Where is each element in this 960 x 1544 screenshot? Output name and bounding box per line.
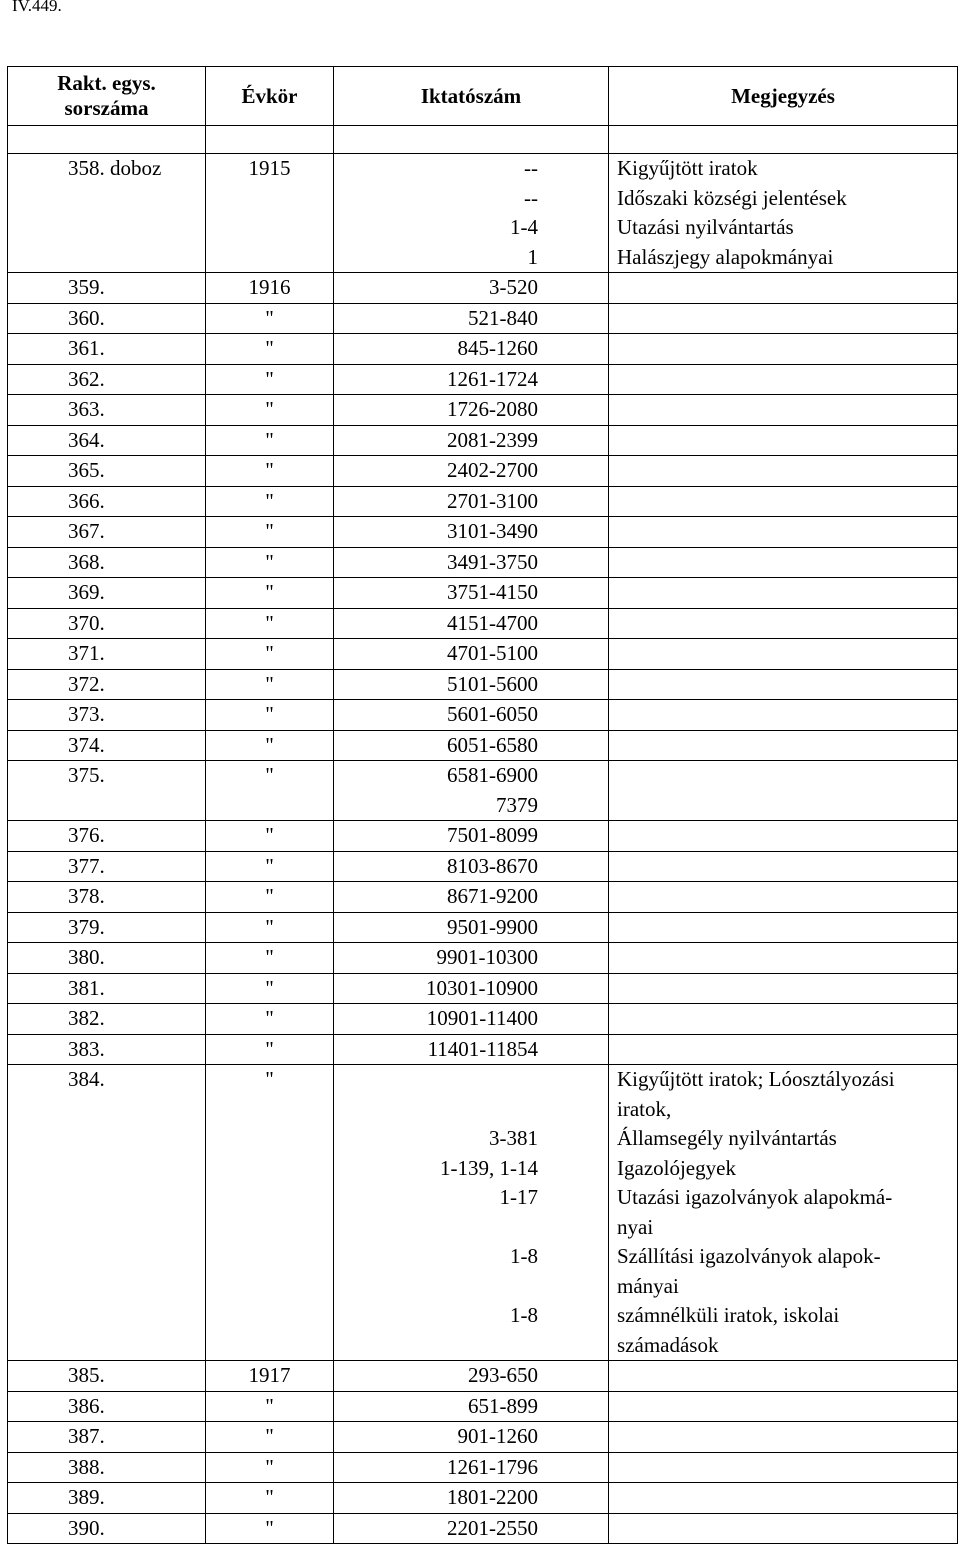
year-cell: " xyxy=(206,1422,334,1453)
table-row xyxy=(8,882,958,913)
unit-cell: 376. xyxy=(8,821,206,852)
table-row xyxy=(8,1422,958,1453)
unit-cell: 377. xyxy=(8,851,206,882)
remark-cell xyxy=(609,730,958,761)
remark-line: Szállítási igazolványok alapok- xyxy=(617,1244,881,1268)
unit-cell: 360. xyxy=(8,303,206,334)
inventory-table xyxy=(7,66,958,1544)
registry-blank-line xyxy=(334,1065,538,1095)
table-row xyxy=(8,395,958,426)
year-cell: " xyxy=(206,851,334,882)
registry-cell: 4701-5100 xyxy=(334,639,609,670)
header-unit-line-1: Rakt. egys. xyxy=(57,71,156,95)
registry-cell xyxy=(334,154,609,273)
unit-cell: 367. xyxy=(8,517,206,548)
remark-line: iratok, xyxy=(617,1096,672,1121)
remark-cell xyxy=(609,1065,958,1361)
unit-cell: 379. xyxy=(8,912,206,943)
registry-line: 1-17 xyxy=(499,1185,538,1209)
remark-cell xyxy=(609,273,958,304)
table-row xyxy=(8,1034,958,1065)
year-cell: 1916 xyxy=(206,273,334,304)
registry-cell: 3101-3490 xyxy=(334,517,609,548)
registry-cell: 8103-8670 xyxy=(334,851,609,882)
year-cell: " xyxy=(206,395,334,426)
remark-line: Utazási igazolványok alapokmá- xyxy=(617,1185,893,1209)
year-cell: " xyxy=(206,425,334,456)
table-row xyxy=(8,578,958,609)
table-row xyxy=(8,1004,958,1035)
registry-cell: 5101-5600 xyxy=(334,669,609,700)
table-row xyxy=(8,912,958,943)
remark-line: Időszaki községi jelentések xyxy=(617,185,847,210)
year-cell: " xyxy=(206,334,334,365)
remark-cell xyxy=(609,303,958,334)
spacer-cell xyxy=(334,126,609,154)
table-row-375 xyxy=(8,761,958,821)
year-cell: " xyxy=(206,821,334,852)
year-cell: " xyxy=(206,517,334,548)
unit-cell: 363. xyxy=(8,395,206,426)
unit-cell: 373. xyxy=(8,700,206,731)
registry-line: 1-139, 1-14 xyxy=(440,1155,538,1180)
unit-cell: 375. xyxy=(8,761,206,821)
registry-line: -- xyxy=(524,185,538,210)
table-row xyxy=(8,700,958,731)
table-row xyxy=(8,669,958,700)
registry-line: 1-8 xyxy=(510,1303,538,1327)
remark-cell xyxy=(609,425,958,456)
year-cell: " xyxy=(206,1034,334,1065)
table-row xyxy=(8,608,958,639)
registry-cell: 7501-8099 xyxy=(334,821,609,852)
unit-cell: 388. xyxy=(8,1452,206,1483)
remark-cell xyxy=(609,912,958,943)
registry-cell: 6051-6580 xyxy=(334,730,609,761)
registry-cell: 1261-1724 xyxy=(334,364,609,395)
registry-blank-line xyxy=(334,1272,538,1302)
remark-cell xyxy=(609,1004,958,1035)
unit-cell: 383. xyxy=(8,1034,206,1065)
table-row xyxy=(8,486,958,517)
remark-cell xyxy=(609,821,958,852)
unit-cell: 378. xyxy=(8,882,206,913)
unit-cell: 380. xyxy=(8,943,206,974)
table-row xyxy=(8,547,958,578)
year-cell: " xyxy=(206,303,334,334)
year-cell: " xyxy=(206,578,334,609)
unit-cell: 387. xyxy=(8,1422,206,1453)
table-row xyxy=(8,303,958,334)
registry-line: 3-381 xyxy=(489,1126,538,1150)
remark-cell xyxy=(609,547,958,578)
registry-cell: 9501-9900 xyxy=(334,912,609,943)
header-unit-line-2: sorszáma xyxy=(64,96,149,120)
unit-cell: 384. xyxy=(8,1065,206,1361)
table-row xyxy=(8,1452,958,1483)
table-row xyxy=(8,639,958,670)
table-row xyxy=(8,334,958,365)
registry-blank-line xyxy=(334,1331,538,1361)
unit-cell: 366. xyxy=(8,486,206,517)
unit-cell: 365. xyxy=(8,456,206,487)
unit-cell: 358. doboz xyxy=(8,154,206,273)
remark-line: Halászjegy alapokmányai xyxy=(617,244,834,269)
registry-cell: 3491-3750 xyxy=(334,547,609,578)
registry-cell: 1726-2080 xyxy=(334,395,609,426)
registry-cell: 2701-3100 xyxy=(334,486,609,517)
table-row xyxy=(8,1361,958,1392)
registry-cell: 1261-1796 xyxy=(334,1452,609,1483)
table-row xyxy=(8,273,958,304)
year-cell: " xyxy=(206,943,334,974)
year-cell: " xyxy=(206,1513,334,1544)
unit-cell: 389. xyxy=(8,1483,206,1514)
remark-cell xyxy=(609,639,958,670)
unit-cell: 374. xyxy=(8,730,206,761)
remark-cell xyxy=(609,1452,958,1483)
registry-cell: 3-520 xyxy=(334,273,609,304)
remark-line: Igazolójegyek xyxy=(617,1155,736,1180)
registry-cell: 8671-9200 xyxy=(334,882,609,913)
unit-cell: 370. xyxy=(8,608,206,639)
header-remark: Megjegyzés xyxy=(609,67,958,126)
year-cell: " xyxy=(206,1391,334,1422)
year-cell: " xyxy=(206,547,334,578)
remark-cell xyxy=(609,943,958,974)
registry-cell xyxy=(334,1065,609,1361)
table-row xyxy=(8,425,958,456)
year-cell: " xyxy=(206,486,334,517)
header-unit-number xyxy=(8,67,206,126)
registry-cell: 11401-11854 xyxy=(334,1034,609,1065)
unit-cell: 386. xyxy=(8,1391,206,1422)
unit-cell: 381. xyxy=(8,973,206,1004)
remark-line: Kigyűjtött iratok; Lóosztályozási xyxy=(617,1067,895,1091)
remark-cell xyxy=(609,1391,958,1422)
unit-cell: 382. xyxy=(8,1004,206,1035)
remark-cell xyxy=(609,154,958,273)
registry-cell: 521-840 xyxy=(334,303,609,334)
year-cell: 1917 xyxy=(206,1361,334,1392)
remark-line: mányai xyxy=(617,1273,679,1298)
registry-blank-line xyxy=(334,1095,538,1125)
remark-cell xyxy=(609,700,958,731)
table-row xyxy=(8,364,958,395)
unit-cell: 361. xyxy=(8,334,206,365)
table-row xyxy=(8,1391,958,1422)
remark-line: számnélküli iratok, iskolai xyxy=(617,1303,840,1327)
remark-line: számadások xyxy=(617,1332,719,1357)
registry-line: 1 xyxy=(527,244,538,269)
year-cell: " xyxy=(206,912,334,943)
unit-cell: 368. xyxy=(8,547,206,578)
remark-cell xyxy=(609,973,958,1004)
registry-cell: 1801-2200 xyxy=(334,1483,609,1514)
header-year: Évkör xyxy=(206,67,334,126)
registry-cell: 5601-6050 xyxy=(334,700,609,731)
registry-cell xyxy=(334,761,609,821)
registry-cell: 2201-2550 xyxy=(334,1513,609,1544)
registry-cell: 2081-2399 xyxy=(334,425,609,456)
registry-cell: 845-1260 xyxy=(334,334,609,365)
remark-cell xyxy=(609,1422,958,1453)
unit-cell: 372. xyxy=(8,669,206,700)
remark-cell xyxy=(609,1483,958,1514)
unit-cell: 371. xyxy=(8,639,206,670)
registry-blank-line xyxy=(334,1213,538,1243)
registry-line: 7379 xyxy=(496,792,538,817)
registry-cell: 9901-10300 xyxy=(334,943,609,974)
year-cell: " xyxy=(206,639,334,670)
remark-cell xyxy=(609,395,958,426)
year-cell: " xyxy=(206,608,334,639)
remark-cell xyxy=(609,608,958,639)
remark-cell xyxy=(609,851,958,882)
registry-cell: 4151-4700 xyxy=(334,608,609,639)
remark-cell xyxy=(609,486,958,517)
year-cell: 1915 xyxy=(206,154,334,273)
remark-cell xyxy=(609,578,958,609)
remark-cell xyxy=(609,1034,958,1065)
registry-cell: 651-899 xyxy=(334,1391,609,1422)
table-row xyxy=(8,821,958,852)
remark-cell xyxy=(609,456,958,487)
table-row xyxy=(8,456,958,487)
table-row xyxy=(8,730,958,761)
table-row xyxy=(8,973,958,1004)
remark-cell xyxy=(609,882,958,913)
unit-cell: 364. xyxy=(8,425,206,456)
remark-cell xyxy=(609,1361,958,1392)
unit-cell: 390. xyxy=(8,1513,206,1544)
registry-line: 6581-6900 xyxy=(447,763,538,787)
year-cell: " xyxy=(206,364,334,395)
unit-cell: 362. xyxy=(8,364,206,395)
year-cell: " xyxy=(206,1065,334,1361)
registry-cell: 293-650 xyxy=(334,1361,609,1392)
year-cell: " xyxy=(206,882,334,913)
spacer-cell xyxy=(609,126,958,154)
table-row xyxy=(8,1483,958,1514)
table-row-358 xyxy=(8,154,958,273)
year-cell: " xyxy=(206,1483,334,1514)
table-row xyxy=(8,1513,958,1544)
registry-cell: 10301-10900 xyxy=(334,973,609,1004)
remark-cell xyxy=(609,669,958,700)
unit-cell: 369. xyxy=(8,578,206,609)
year-cell: " xyxy=(206,669,334,700)
registry-line: 1-8 xyxy=(510,1244,538,1268)
remark-line: Utazási nyilvántartás xyxy=(617,215,794,239)
page-reference: IV.449. xyxy=(12,0,62,15)
year-cell: " xyxy=(206,761,334,821)
unit-cell: 359. xyxy=(8,273,206,304)
year-cell: " xyxy=(206,700,334,731)
spacer-row xyxy=(8,126,958,154)
registry-cell: 10901-11400 xyxy=(334,1004,609,1035)
unit-cell: 385. xyxy=(8,1361,206,1392)
year-cell: " xyxy=(206,973,334,1004)
remark-line: nyai xyxy=(617,1214,654,1239)
spacer-cell xyxy=(206,126,334,154)
registry-cell: 901-1260 xyxy=(334,1422,609,1453)
remark-cell xyxy=(609,334,958,365)
remark-cell xyxy=(609,364,958,395)
header-row xyxy=(8,67,958,126)
registry-line: -- xyxy=(524,156,538,180)
remark-cell xyxy=(609,517,958,548)
table-row xyxy=(8,943,958,974)
registry-cell: 2402-2700 xyxy=(334,456,609,487)
remark-cell xyxy=(609,761,958,821)
year-cell: " xyxy=(206,1004,334,1035)
year-cell: " xyxy=(206,1452,334,1483)
remark-line: Államsegély nyilvántartás xyxy=(617,1126,837,1150)
spacer-cell xyxy=(8,126,206,154)
table-row-384 xyxy=(8,1065,958,1361)
registry-cell: 3751-4150 xyxy=(334,578,609,609)
registry-line: 1-4 xyxy=(510,215,538,239)
table-row xyxy=(8,517,958,548)
year-cell: " xyxy=(206,730,334,761)
table-row xyxy=(8,851,958,882)
header-registry-number: Iktatószám xyxy=(334,67,609,126)
remark-cell xyxy=(609,1513,958,1544)
year-cell: " xyxy=(206,456,334,487)
remark-line: Kigyűjtött iratok xyxy=(617,156,758,180)
